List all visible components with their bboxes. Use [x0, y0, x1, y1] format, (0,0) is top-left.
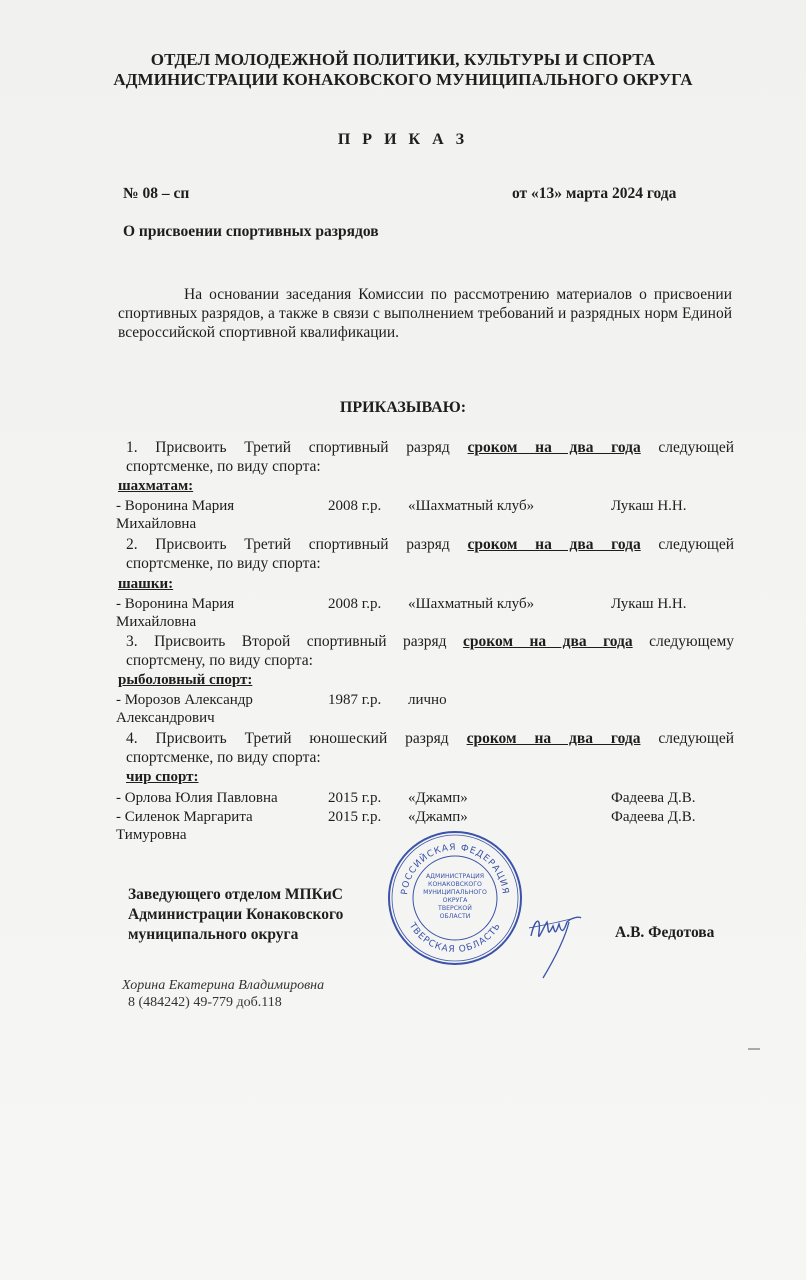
- item-1-line-2: спортсменке, по виду спорта:: [126, 458, 321, 475]
- signatory-position: [128, 885, 343, 945]
- handwritten-signature-icon: [525, 888, 585, 983]
- athlete-coach: Фадеева Д.В.: [611, 809, 696, 825]
- stamp-inner-4: ОКРУГА: [442, 897, 468, 904]
- position-line-3: муниципального округа: [128, 926, 299, 943]
- athlete-name-line-1: - Воронина Мария: [116, 498, 235, 514]
- athlete-name: [116, 808, 321, 844]
- item-1-term: сроком на два года: [467, 439, 641, 456]
- item-3-line-2: спортсмену, по виду спорта:: [126, 652, 313, 669]
- sport-chess: шахматам:: [118, 478, 194, 494]
- athlete-name: [116, 691, 321, 727]
- stamp-inner-2: КОНАКОВСКОГО: [428, 881, 482, 888]
- athlete-name-line-2: Александрович: [116, 710, 215, 726]
- athlete-org: «Шахматный клуб»: [408, 498, 535, 514]
- athlete-coach: Фадеева Д.В.: [611, 790, 696, 806]
- item-4-post: следующей: [658, 730, 734, 747]
- position-line-1: Заведующего отделом МПКиС: [128, 886, 343, 903]
- document-title: П Р И К А З: [337, 131, 469, 148]
- athlete-name-line-2: Михайловна: [116, 516, 197, 532]
- order-number: № 08 – сп: [123, 185, 190, 202]
- order-item-1-line-1: [126, 438, 734, 457]
- athlete-year: 2008 г.р.: [328, 596, 382, 612]
- item-1-post: следующей: [658, 439, 735, 456]
- item-1-pre: 1. Присвоить Третий спортивный разряд: [126, 439, 450, 456]
- stamp-inner-5: ТВЕРСКОЙ: [438, 905, 472, 912]
- header-line-1: ОТДЕЛ МОЛОДЕЖНОЙ ПОЛИТИКИ, КУЛЬТУРЫ И СПОРТА: [150, 50, 656, 69]
- athlete-name-line-1: - Морозов Александр: [116, 692, 253, 708]
- order-date: от «13» марта 2024 года: [512, 185, 677, 202]
- order-item-4-line-1: [126, 729, 734, 748]
- athlete-coach: Лукаш Н.Н.: [611, 498, 687, 514]
- athlete-name: - Орлова Юлия Павловна: [116, 790, 278, 806]
- item-3-term: сроком на два года: [463, 633, 633, 650]
- order-item-3-line-1: [126, 632, 734, 651]
- athlete-org: «Шахматный клуб»: [408, 596, 535, 612]
- order-item-2: [126, 535, 734, 573]
- order-subject: О присвоении спортивных разрядов: [123, 223, 379, 240]
- item-2-term: сроком на два года: [467, 536, 641, 553]
- sport-checkers: шашки:: [118, 576, 174, 592]
- item-3-post: следующему: [649, 633, 735, 650]
- athlete-year: 1987 г.р.: [328, 692, 382, 708]
- sport-cheer: чир спорт:: [126, 769, 199, 785]
- stamp-bottom-text: ТВЕРСКАЯ ОБЛАСТЬ: [406, 921, 504, 956]
- scan-mark: [748, 1048, 760, 1050]
- order-item-1: [126, 438, 734, 476]
- athlete-name-line-1: - Воронина Мария: [116, 596, 235, 612]
- svg-text:ТВЕРСКАЯ ОБЛАСТЬ: [406, 920, 503, 955]
- contact-phone: 8 (484242) 49-779 доб.118: [128, 995, 282, 1010]
- athlete-name-line-1: - Силенок Маргарита: [116, 809, 253, 825]
- athlete-name: [116, 595, 321, 631]
- athlete-name-line-2: Михайловна: [116, 614, 197, 630]
- stamp-inner-6: ОБЛАСТИ: [439, 913, 471, 920]
- item-4-pre: 4. Присвоить Третий юношеский разряд: [126, 730, 449, 747]
- official-stamp-icon: [385, 828, 525, 968]
- stamp-inner-3: МУНИЦИПАЛЬНОГО: [423, 889, 487, 896]
- item-2-line-2: спортсменке, по виду спорта:: [126, 555, 321, 572]
- item-2-post: следующей: [658, 536, 735, 553]
- order-item-4: [126, 729, 734, 767]
- stamp-top-text: РОССИЙСКАЯ ФЕДЕРАЦИЯ: [400, 842, 510, 896]
- athlete-org: лично: [408, 692, 447, 708]
- order-word: ПРИКАЗЫВАЮ:: [339, 399, 467, 416]
- athlete-year: 2008 г.р.: [328, 498, 382, 514]
- athlete-org: «Джамп»: [408, 809, 468, 825]
- position-line-2: Администрации Конаковского: [128, 906, 344, 923]
- athlete-year: 2015 г.р.: [328, 809, 382, 825]
- athlete-year: 2015 г.р.: [328, 790, 382, 806]
- preamble: На основании заседания Комиссии по рассмотрению материалов о присвоении спортивных разрядов, а также в связи с выполнением требований и разрядных норм Единой всероссийской спортивной квалификации.: [118, 286, 732, 341]
- athlete-org: «Джамп»: [408, 790, 468, 806]
- order-item-3: [126, 632, 734, 670]
- order-item-2-line-1: [126, 535, 734, 554]
- athlete-name-line-2: Тимуровна: [116, 827, 187, 843]
- item-4-line-2: спортсменке, по виду спорта:: [126, 749, 321, 766]
- athlete-name: [116, 497, 321, 533]
- signatory-name: А.В. Федотова: [615, 924, 715, 941]
- item-4-term: сроком на два года: [466, 730, 641, 747]
- stamp-inner-1: АДМИНИСТРАЦИЯ: [425, 873, 485, 880]
- item-3-pre: 3. Присвоить Второй спортивный разряд: [126, 633, 447, 650]
- item-2-pre: 2. Присвоить Третий спортивный разряд: [126, 536, 450, 553]
- athlete-coach: Лукаш Н.Н.: [611, 596, 687, 612]
- sport-fishing: рыболовный спорт:: [118, 672, 253, 688]
- header-line-2: АДМИНИСТРАЦИИ КОНАКОВСКОГО МУНИЦИПАЛЬНОГО ОКРУГА: [113, 70, 693, 89]
- contact-person: Хорина Екатерина Владимировна: [122, 978, 325, 993]
